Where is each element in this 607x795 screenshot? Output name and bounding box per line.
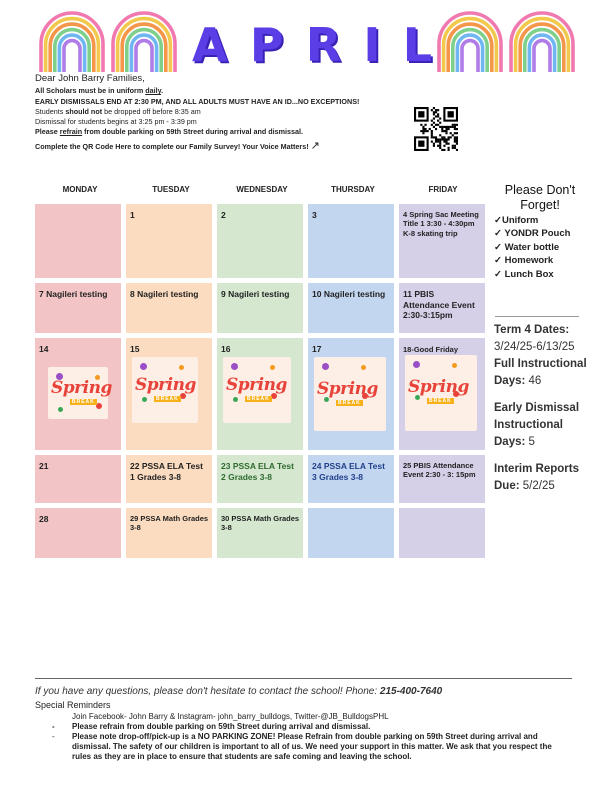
spring-break-image xyxy=(405,355,477,431)
spring-break-label: BREAK xyxy=(72,399,95,405)
day-header-tuesday: TUESDAY xyxy=(152,185,190,194)
uniform-period: . xyxy=(161,86,164,95)
parking-text-end: from double parking on 59th Street during arrival and dismissal. xyxy=(82,127,304,136)
dropoff-emphasis: should not xyxy=(65,107,103,116)
calendar-cell-apr-29: 29 PSSA Math Grades 3-8 xyxy=(126,508,212,558)
contact-text: If you have any questions, please don't hesitate to contact the school! Phone: xyxy=(35,686,380,697)
reminder-no-parking-zone: Please note drop-off/pick-up is a NO PARKING ZONE! Please Refrain from double parking on 59th Street during arrival and dismissal. The safety of our children is important to all of us. We need your support in this matter. We ask that you respect the rules as they are in place to ensure that students are safe coming and leaving the school. xyxy=(72,732,552,761)
calendar-cell-apr-9: 9 Nagileri testing xyxy=(217,283,303,333)
phone-number[interactable]: 215-400-7640 xyxy=(379,686,443,697)
rainbow-decoration-3 xyxy=(436,10,504,72)
early-days-value: 5 xyxy=(528,436,535,448)
contact-line xyxy=(35,686,442,697)
calendar-cell-apr-30: 30 PSSA Math Grades 3-8 xyxy=(217,508,303,558)
spring-break-image xyxy=(132,357,198,423)
bullet: - xyxy=(52,722,55,731)
date-number: 16 xyxy=(221,344,231,354)
social-links[interactable]: Join Facebook- John Barry & Instagram- john_barry_bulldogs, Twitter-@JB_BulldogsPHL xyxy=(72,712,389,721)
reminder-title: Please Don't Forget! xyxy=(504,183,576,212)
rainbow-decoration-2 xyxy=(110,10,178,72)
calendar-cell-apr-28: 28 xyxy=(35,508,121,558)
calendar-cell-apr-1: 1 xyxy=(126,204,212,278)
spring-break-word: Spring xyxy=(226,375,287,395)
greeting: Dear John Barry Families, xyxy=(35,73,145,84)
spring-break-label: BREAK xyxy=(429,398,452,404)
date-number: 15 xyxy=(130,344,140,354)
title-letter: A xyxy=(192,18,228,72)
title-letter: L xyxy=(402,18,432,72)
title-letter: P xyxy=(249,18,284,72)
interim-reports xyxy=(494,461,589,495)
special-reminders-heading: Special Reminders xyxy=(35,700,111,710)
term-value: 3/24/25-6/13/25 xyxy=(494,341,575,353)
survey-text: Complete the QR Code Here to complete our Family Survey! Your Voice Matters! xyxy=(35,142,309,151)
calendar-cell-apr-18 xyxy=(399,338,485,450)
calendar-cell-apr-3: 3 xyxy=(308,204,394,278)
parking-refrain-link[interactable]: refrain xyxy=(59,127,83,136)
calendar-cell-apr-8: 8 Nagileri testing xyxy=(126,283,212,333)
divider xyxy=(495,316,579,317)
spring-break-image xyxy=(314,357,386,431)
rainbow-arc xyxy=(64,41,80,72)
spring-break-label: BREAK xyxy=(247,396,270,402)
interim-label: Interim Reports Due: xyxy=(494,463,579,492)
spring-break-word: Spring xyxy=(317,379,378,399)
rainbow-arc xyxy=(136,41,152,72)
uniform-notice xyxy=(35,86,163,95)
spring-break-word: Spring xyxy=(408,377,469,397)
calendar-cell-apr-16 xyxy=(217,338,303,450)
calendar-cell-apr-23: 23 PSSA ELA Test 2 Grades 3-8 xyxy=(217,455,303,503)
calendar-cell-apr-24: 24 PSSA ELA Test 3 Grades 3-8 xyxy=(308,455,394,503)
calendar-cell-apr-11: 11 PBIS Attendance Event 2:30-3:15pm xyxy=(399,283,485,333)
reminder-item-lunch: ✓ Lunch Box xyxy=(494,268,554,280)
uniform-daily-link[interactable]: daily xyxy=(145,86,162,95)
parking-notice xyxy=(35,127,303,136)
bullet: - xyxy=(52,732,55,741)
reminder-item-homework: ✓ Homework xyxy=(494,255,554,267)
parking-text: Please xyxy=(35,127,60,136)
interim-value: 5/2/25 xyxy=(522,480,555,492)
calendar-cell-apr-17 xyxy=(308,338,394,450)
title-letter: I xyxy=(363,18,381,72)
rainbow-decoration-1 xyxy=(38,10,106,72)
dropoff-notice xyxy=(35,107,201,116)
rainbow-arc xyxy=(534,41,550,72)
page-title xyxy=(192,20,432,70)
spring-break-label: BREAK xyxy=(156,396,179,402)
calendar-cell-apr-22: 22 PSSA ELA Test 1 Grades 3-8 xyxy=(126,455,212,503)
rainbow-arc xyxy=(462,41,478,72)
spring-break-word: Spring xyxy=(135,375,196,395)
reminder-parking: Please refrain from double parking on 59th Street during arrival and dismissal. xyxy=(72,722,371,731)
calendar-cell-apr-14 xyxy=(35,338,121,450)
survey-notice[interactable] xyxy=(35,139,320,152)
reminder-item-uniform: ✓Uniform xyxy=(494,215,539,226)
early-days xyxy=(494,400,589,451)
early-days-label: Early Dismissal Instructional Days: xyxy=(494,402,580,448)
calendar-cell-apr-21: 21 xyxy=(35,455,121,503)
calendar-cell-apr-25: 25 PBIS Attendance Event 2:30 - 3: 15pm xyxy=(399,455,485,503)
reminder-item-water: ✓ Water bottle xyxy=(494,241,560,253)
day-header-friday: FRIDAY xyxy=(428,185,458,194)
calendar-cell-empty xyxy=(399,508,485,558)
footer-divider xyxy=(35,678,572,679)
date-number: 18-Good Friday xyxy=(403,345,459,354)
rainbow-decoration-4 xyxy=(508,10,576,72)
spring-break-image xyxy=(48,367,112,419)
title-letter: R xyxy=(305,18,342,72)
date-number: 17 xyxy=(312,344,322,354)
calendar-cell-apr-4: 4 Spring Sac Meeting Title 1 3:30 - 4:30pm K-8 skating trip xyxy=(399,204,485,278)
dropoff-text: Students xyxy=(35,107,66,116)
full-days xyxy=(494,356,589,390)
calendar-cell-apr-2: 2 xyxy=(217,204,303,278)
date-number: 14 xyxy=(39,344,49,354)
term-dates xyxy=(494,322,589,495)
day-header-thursday: THURSDAY xyxy=(331,185,375,194)
calendar-cell-apr-15 xyxy=(126,338,212,450)
calendar-cell-apr-10: 10 Nagileri testing xyxy=(308,283,394,333)
dismissal-notice: Dismissal for students begins at 3:25 pm - 3:39 pm xyxy=(35,117,197,126)
uniform-text: All Scholars must be in uniform xyxy=(35,86,146,95)
day-header-monday: MONDAY xyxy=(62,185,98,194)
term-label: Term 4 Dates: xyxy=(494,324,570,336)
calendar-cell-empty xyxy=(308,508,394,558)
full-days-value: 46 xyxy=(528,375,542,387)
dropoff-time: be dropped off before 8:35 am xyxy=(102,107,201,116)
early-dismissal-notice: EARLY DISMISSALS END AT 2:30 PM, AND ALL ADULTS MUST HAVE AN ID...NO EXCEPTIONS! xyxy=(35,97,360,106)
reminder-list xyxy=(494,214,570,281)
spring-break-image xyxy=(223,357,291,423)
calendar-cell-empty xyxy=(35,204,121,278)
full-days-label: Full Instructional Days: xyxy=(494,358,587,387)
spring-break-label: BREAK xyxy=(338,400,361,406)
day-header-wednesday: WEDNESDAY xyxy=(236,185,288,194)
external-link-icon: ↗ xyxy=(310,140,320,152)
reminder-item-yondr: ✓ YONDR Pouch xyxy=(494,228,571,240)
calendar-cell-apr-7: 7 Nagileri testing xyxy=(35,283,121,333)
spring-break-word: Spring xyxy=(51,378,112,398)
qr-code-icon[interactable] xyxy=(414,107,458,151)
